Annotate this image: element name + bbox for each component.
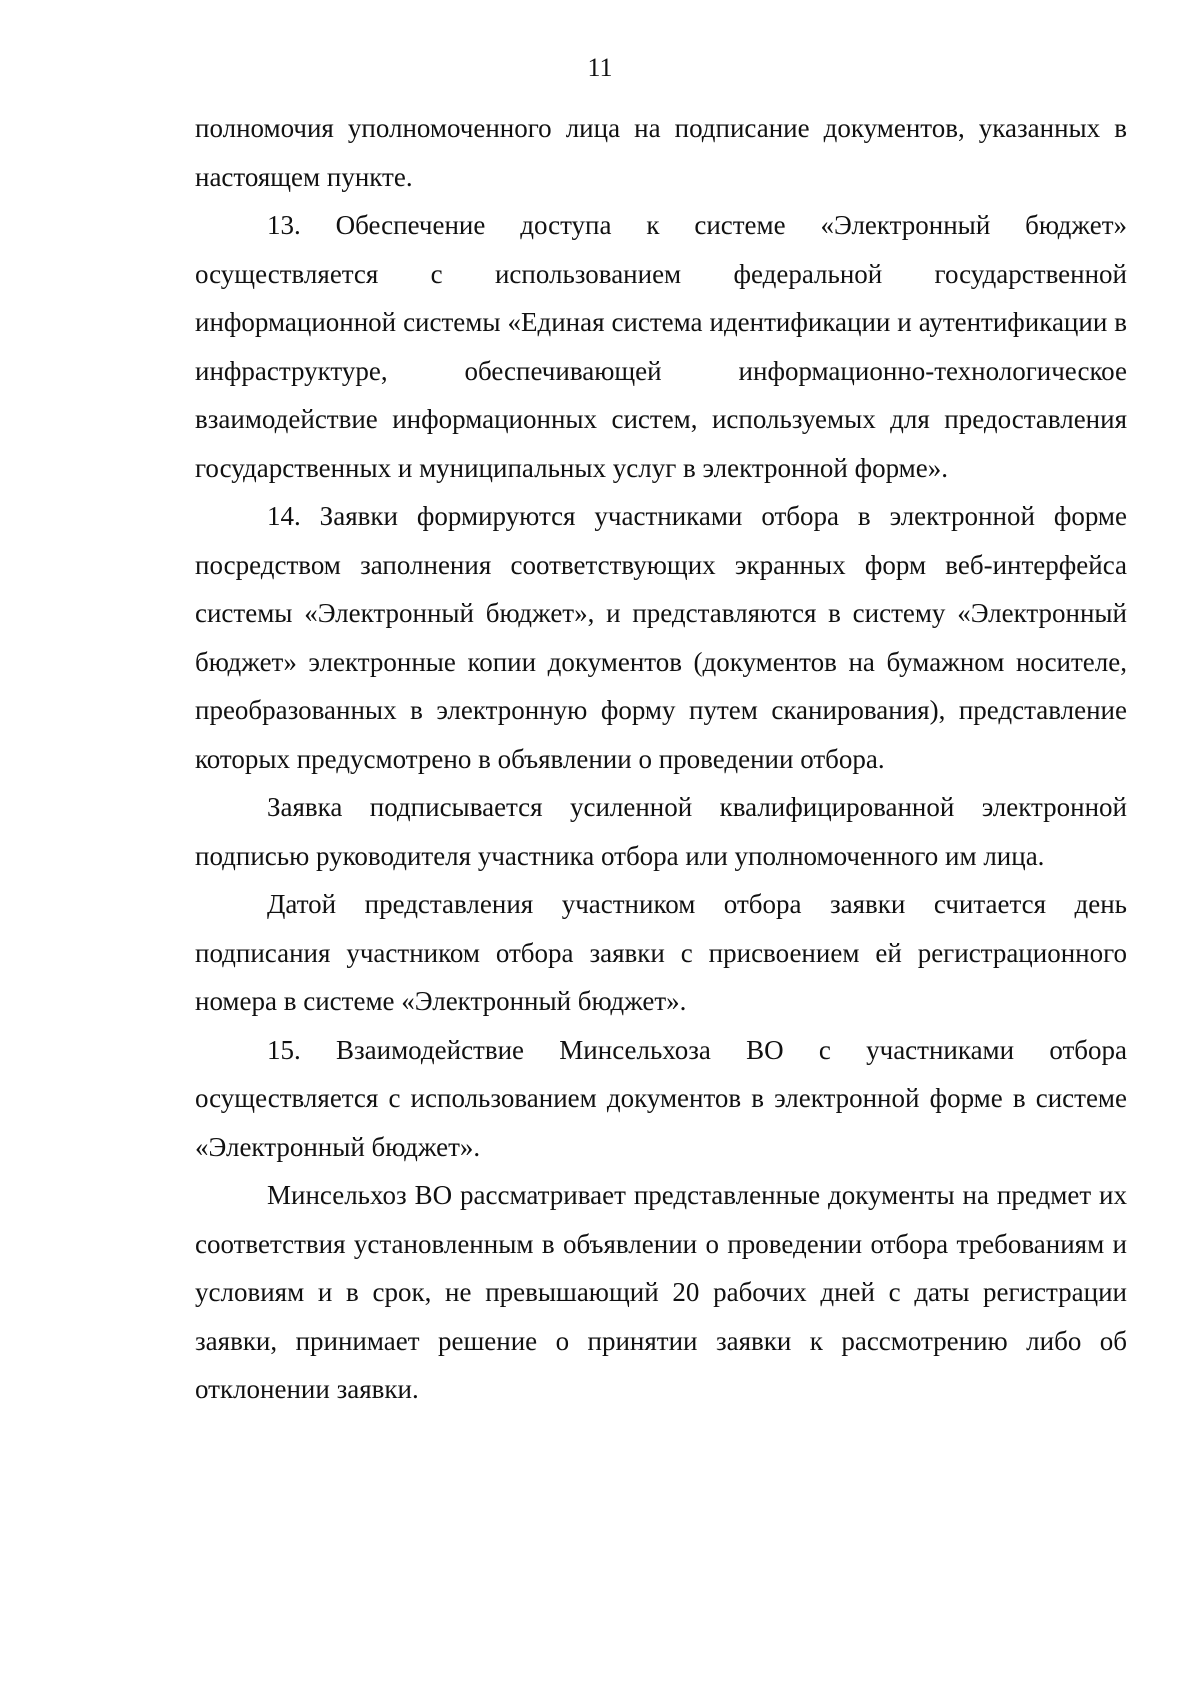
paragraph-13: 13. Обеспечение доступа к системе «Электронный бюджет» осуществляется с использованием федеральной государственной информационной системы «Единая система идентификации и аутентификации в инфраструктуре, обеспечивающей информационно-технологическое взаимодействие информационных систем, используемых для предоставления государственных и муниципальных услуг в электронной форме». — [195, 210, 1127, 483]
paragraph-15-review: Минсельхоз ВО рассматривает представленные документы на предмет их соответствия установленным в объявлении о проведении отбора требованиям и условиям и в срок, не превышающий 20 рабочих дней с даты регистрации заявки, принимает решение о принятии заявки к рассмотрению либо об отклонении заявки. — [195, 1180, 1127, 1404]
paragraph-15: 15. Взаимодействие Минсельхоза ВО с участниками отбора осуществляется с использованием документов в электронной форме в системе «Электронный бюджет». — [195, 1034, 1127, 1162]
paragraph-14-signature: Заявка подписывается усиленной квалифицированной электронной подписью руководителя участника отбора или уполномоченного им лица. — [195, 792, 1127, 871]
paragraph-continuation: полномочия уполномоченного лица на подписание документов, указанных в настоящем пункте. — [195, 113, 1127, 192]
document-body — [195, 104, 1127, 1414]
paragraph-14: 14. Заявки формируются участниками отбора в электронной форме посредством заполнения соответствующих экранных форм веб-интерфейса системы «Электронный бюджет», и представляются в систему «Электронный бюджет» электронные копии документов (документов на бумажном носителе, преобразованных в электронную форму путем сканирования), представление которых предусмотрено в объявлении о проведении отбора. — [195, 501, 1127, 774]
paragraph-14-submission-date: Датой представления участником отбора заявки считается день подписания участником отбора заявки с присвоением ей регистрационного номера в системе «Электронный бюджет». — [195, 889, 1127, 1016]
page-number: 11 — [587, 53, 613, 82]
